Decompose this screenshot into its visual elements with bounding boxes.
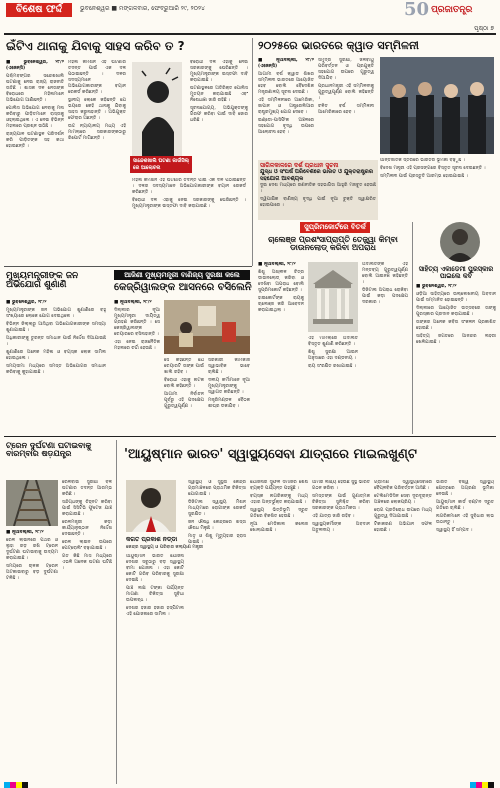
ayushman-p: ଜନ ଔଷଧି କେନ୍ଦ୍ରରେ ଶସ୍ତା ଔଷଧ ମିଳୁଛି । [188,520,246,531]
train-headline: ଟ୍ରେନ ଦୁର୍ଘଟଣା ଘଟାଇବାକୁ ବାରମ୍ବାର ଷଡ଼ଯନ୍ତ୍ର [6,441,92,459]
logo-anniversary-number: 50 [404,0,430,20]
main-p: ସ୍ଥାନୀୟ ଲୋକେ କହିଛନ୍ତି ଯେ ଭୟରେ କେହି ଥାନାକୁ ଯିବାକୁ ସାହସ କରୁନାହାନ୍ତି । ଅଭିଯୁକ୍ତ ଫେରାର ଅଛନ୍ତି । [68,98,126,121]
cm-p: ମୁଖ୍ୟମନ୍ତ୍ରୀଙ୍କ ଜନ ଅଭିଯୋଗ ଶୁଣାଣିରେ ବହୁ ସଂଖ୍ୟାରେ ଲୋକେ ଯୋଗ ଦେଇଥିଲେ । [6,308,106,319]
main-p: ଉଚ୍ଚ ନ୍ୟାୟାଳୟ ମଧ୍ୟ ଏହି ମାମଲାରେ ସରକାରଙ୍କଠାରୁ ରିପୋର୍ଟ ମାଗିଛନ୍ତି । [68,124,126,141]
supreme-p: ଶିଶୁ ସୁରକ୍ଷା ଆଇନ ଅନୁସାରେ ଏହା ଦଣ୍ଡନୀୟ । [308,350,358,361]
right-top-p: ଆନ୍ତର୍ଜାତିକ ସ୍ତରରେ ଭାରତର ଭୂମିକା ବଢ଼ୁଛି । [380,158,465,163]
section-tag: ବିଶେଷ ଫର୍ଦ୍ଦ [6,3,72,17]
quad-p: ଏହି ସମ୍ମିଳନୀରେ ଆମେରିକା, ଜାପାନ ଓ ଅଷ୍ଟ୍ରେଲିଆର ରାଷ୍ଟ୍ରମୁଖ୍ୟ ଯୋଗ ଦେବେ । [258,98,314,115]
quad-p: ପ୍ରଧାନମନ୍ତ୍ରୀ ଏହି ସମ୍ମିଳନୀକୁ ଗୁରୁତ୍ୱପୂର୍ଣ୍ଣ ବୋଲି କହିଛନ୍ତି । [318,84,374,101]
supreme-p: ■ ନୂଆଦିଲ୍ଲୀ, ୨୮/୨ [258,262,296,267]
ayushman-p: ସ୍ୱାସ୍ଥ୍ୟକର୍ମୀଙ୍କ ଅବଦାନ ଅତୁଳନୀୟ । [312,522,370,533]
supreme-headline: ଚାଲେଞ୍ଜ ପ୍ରଶଂସାପ୍ରାପ୍ତି ତେଜ୍ଜ୍ୱା କିମ୍ବା ଡାଉନଲୋଡ୍ କରିବା ଅପରାଧ [268,235,398,253]
ayushman-p: ପାଞ୍ଚ ଲକ୍ଷ ଟଙ୍କା ପର୍ଯ୍ୟନ୍ତ ମାଗଣା ଚିକିତ୍ସା ସୁବିଧା ଉପଲବ୍ଧ । [126,586,184,603]
quad-side-p: ଦୁଇ ଦେଶ ମଧ୍ୟରେ ରଣନୀତିକ ସହଭାଗିତା ଆହୁରି ମଜବୁତ ହେଉଛି । [260,183,376,194]
ayushman-p: ସ୍ୱାସ୍ଥ୍ୟ ହିଁ ସମ୍ପଦ । [436,528,473,533]
ayushman-p: ଯୋଜନାର ସୁଫଳ ସମାଜର ଶେଷ ବ୍ୟକ୍ତି ପର୍ଯ୍ୟନ୍ତ ପହଞ୍ଚୁଛି । [250,480,308,491]
column-divider [252,38,253,266]
quad-p: ଆଗାମୀ ବର୍ଷ କ୍ୱାଡ ଶିଖର ସମ୍ମିଳନୀ ଭାରତରେ ଆୟୋଜିତ ହେବ ବୋଲି ବୈଦେଶିକ ମନ୍ତ୍ରଣାଳୟ ସୂଚନା ଦେଇଛି । [258,72,314,95]
ayushman-p: ସ୍ୱାସ୍ଥ୍ୟ ଭିତ୍ତିଭୂମି ଦ୍ରୁତ ଗତିରେ ବିକଶିତ ହେଉଛି । [250,508,308,519]
main-p: ରାଜ୍ୟପାଳ ଘଟଣାସ୍ଥଳ ପରିଦର୍ଶନ କରି ପୀଡ଼ିତଙ୍କ ସହ କଥା ହୋଇଛନ୍ତି । [6,132,64,149]
right-top-text [380,158,494,218]
main-headline: ଇଁଟିଏ ଥାନାକୁ ଯିବାକୁ ସାହସ କରିବ ତ ? [6,39,185,53]
main-p: ମହିଳା କମିଶନ ଏହି ଘଟଣାର ତଦନ୍ତ ପାଇଁ ଏକ ଦଳ ପଠାଇଛନ୍ତି । ଦଳର ସଦସ୍ୟମାନେ ଅଭିଯୋଗକାରୀଙ୍କ ବୟାନ ରେକର୍ଡ କରିଛନ୍ତି । [132,178,246,195]
kejriwal-col-3 [208,358,250,432]
main-photo [132,62,182,157]
ayushman-p: ଆୟୁଷ୍ମାନ କାର୍ଡ ବଣ୍ଟନ ଦ୍ରୁତ ଗତିରେ ଚାଲିଛି । [436,500,494,511]
main-col-2 [68,60,126,260]
train-photo [6,480,58,526]
ayushman-p: ଟିକାକରଣ ଅଭିଯାନ ସଫଳ ହୋଇଛି । [374,522,432,533]
quad-p: ଚଳିତ ବର୍ଷ ସମ୍ମିଳନୀ ଆମେରିକାରେ ହେବ । [318,104,374,115]
quad-side-subhead: ଯୁଦ୍ଧ ଓ ସଂଘର୍ଷ ପରିବେଶରେ ଭାରତ ଓ ଯୁକ୍ତରାଷ୍ଟ୍ରର ସହଯୋଗ ଆବଶ୍ୟକ [260,169,374,182]
award-text [416,284,496,432]
award-p: ଓଡ଼ିଆ ସାହିତ୍ୟରେ ଉଲ୍ଲେଖନୀୟ ଅବଦାନ ପାଇଁ ସମ୍ମାନିତ ହୋଇଛନ୍ତି । [416,292,496,303]
ayushman-p: ଦେଶର ହଜାର ହଜାର ହସ୍ପିଟାଲ ଏହି ଯୋଜନାରେ ସାମିଲ । [126,606,184,617]
kejriwal-p: ■ ନୂଆଦିଲ୍ଲୀ, ୨୮/୨ [114,300,152,305]
kejriwal-col-1 [114,300,160,432]
author-photo [126,480,176,532]
ayushman-p: ଗ୍ରାମୀଣ ସ୍ୱାସ୍ଥ୍ୟସେବାରେ ବୈପ୍ଳବିକ ପରିବର୍ତ୍ତନ ଆସିଛି । [374,480,432,491]
supreme-col-2 [308,336,358,432]
date-line: ଭୁବନେଶ୍ୱର ■ ମଙ୍ଗଳବାର, ଫେବ୍ରୁଆରି ୨୯, ୨୦୨୪ [80,5,205,12]
train-p: ରେଳ ଲାଇନ ଉପରେ ପେଟ୍ରୋଲିଂ ବଢ଼ାଯାଇଛି । [62,540,112,551]
train-p: ରେଳବାଇ ସୁରକ୍ଷା ବଳ ଘଟଣାର ତଦନ୍ତ ଆରମ୍ଭ କରିଛି । [62,480,112,497]
kejriwal-p: ବିରୋଧୀ ଏହାକୁ ନାଟକ ବୋଲି କହିଛନ୍ତି । [164,378,204,389]
main-col-1 [6,60,64,260]
kejriwal-col-2 [164,358,204,432]
author-title: କେନ୍ଦ୍ର ସ୍ୱାସ୍ଥ୍ୟ ଓ ପରିବାର କଲ୍ୟାଣ ମନ୍ତ୍ରୀ [126,545,204,550]
train-p: ଗତ କିଛି ମାସ ମଧ୍ୟରେ ଏଭଳି ଅନେକ ଘଟଣା ଘଟିଛି । [62,554,112,571]
train-col-2 [62,480,112,780]
ayushman-col-1 [126,554,184,780]
quad-sidebar [258,160,378,220]
ayushman-p: ସ୍ୱାସ୍ଥ୍ୟ ଓ ସୁସ୍ଥତା କେନ୍ଦ୍ର ଗ୍ରାମାଞ୍ଚଳରେ ପ୍ରାଥମିକ ଚିକିତ୍ସା ଯୋଗାଉଛି । [188,480,246,497]
supreme-court-photo [308,262,358,332]
kejriwal-p: ଏହା ନେଇ ରାଜନୈତିକ ମହଲରେ ଚର୍ଚ୍ଚା ହେଉଛି । [114,340,160,351]
header-rule [4,33,496,35]
cm-text [6,300,106,432]
quad-side-p: ଦ୍ୱିପାକ୍ଷିକ ବାଣିଜ୍ୟ ବୃଦ୍ଧି ପାଇଁ ନୂଆ ଚୁକ୍ତି ସ୍ୱାକ୍ଷରିତ ହୋଇପାରେ । [260,197,376,208]
supreme-col-1 [258,262,304,432]
kejriwal-kicker: ଆଜିଣୀ ମୁଖ୍ୟମନ୍ତ୍ରୀ ବାଣିଜ୍ୟ ସୁରକ୍ଷା କଲେ [114,270,250,280]
right-top-p: ବିଦେଶ ମନ୍ତ୍ରୀ ଏହି ପ୍ରସଙ୍ଗରେ ବିସ୍ତୃତ ସୂଚନା ଦେଇଛନ୍ତି । [380,166,486,171]
column-divider [412,222,413,434]
train-p: ରେଳ ଲାଇନରେ ପଥର ଓ ଲୁହା ରଡ଼ ରଖି ଟ୍ରେନ ଦୁର୍ଘଟଣା ଘଟାଇବାକୁ ଉଦ୍ୟମ କରାଯାଇଛି । [6,538,58,561]
right-top-p: ସମ୍ମିଳନୀ ପାଇଁ ପ୍ରସ୍ତୁତି ଆରମ୍ଭ ହୋଇଯାଇଛି । [380,174,468,179]
award-photo [440,222,480,262]
kejriwal-p: ସେ କହିଛନ୍ତି ଯେ ଚେୟାରଟି ତାଙ୍କ ପାଇଁ ଖାଲି ରହିବ । [164,358,204,375]
quad-side-headline: ସାଗିଳକାଳରେ ଦର୍ଶ ପ୍ରଧାନ ସୁଚନା [260,162,339,169]
ayushman-p: ମାତୃ ଓ ଶିଶୁ ମୃତ୍ୟୁହାର ହ୍ରାସ ପାଇଛି । [188,534,246,545]
quad-p: ଇଣ୍ଡୋ-ପାସିଫିକ ଅଞ୍ଚଳରେ ସହଯୋଗ ବୃଦ୍ଧି ଉପରେ ଆଲୋଚନା ହେବ । [258,118,314,135]
main-p: ■ ଭୁବନେଶ୍ୱର, ୨୮/୨ (ଏଜେନ୍ସି) [6,60,64,71]
ayushman-p: ରୋଗ ପ୍ରତିରୋଧ ଉପରେ ମଧ୍ୟ ଗୁରୁତ୍ୱ ଦିଆଯାଉଛି । [374,508,432,519]
award-p: ■ ଭୁବନେଶ୍ୱର, ୨୮/୨ [416,284,457,289]
ayushman-p: ନୂଆ ମେଡିକାଲ କଲେଜ ଖୋଲାଯାଇଛି । [250,522,308,533]
ayushman-col-4 [312,480,370,780]
train-col-1 [6,530,58,780]
print-registration-marks [4,782,28,788]
quad-col-2 [318,58,374,158]
supreme-p: ରାୟ ସଂରକ୍ଷିତ ରଖାଯାଇଛି । [308,364,356,369]
kejriwal-p: ଆଗାମୀ ନିର୍ବାଚନ ପୂର୍ବରୁ ଏହି ପଦକ୍ଷେପ ଗୁରୁତ୍ୱପୂର୍ଣ୍ଣ । [164,392,204,409]
main-photo-caption: ସାନ୍ଦେଶଖାଲି ଘଟଣା କାଉଁସିଲ୍ ରେ ଆଲୋଚନା [130,156,192,173]
kejriwal-p: ଦଳୀୟ କର୍ମୀମାନେ ନୂଆ ମୁଖ୍ୟମନ୍ତ୍ରୀଙ୍କୁ ସ୍ୱାଗତ କରିଛନ୍ତି । [208,378,250,395]
ayushman-p: ଭାରତ ବିଶ୍ୱ ସ୍ୱାସ୍ଥ୍ୟ କ୍ଷେତ୍ରରେ ଅଗ୍ରଣୀ ଭୂମିକା ନେଉଛି । [436,480,494,497]
main-p: ପୋଲିସ ଅଭିଯୋଗ ନେବାକୁ ମନା କରିବାରୁ ପୀଡ଼ିତମାନେ ରାସ୍ତାକୁ ଓହ୍ଲାଇଥିଲେ । ଏ ନେଇ ବିଭିନ୍ନ ମହଲରେ ପ୍ରଶ୍ନ ଉଠିଛି । [6,106,64,129]
ayushman-p: ଟେଲିମେଡିସିନ ସେବା ଦୂରଦୂରାନ୍ତ ଅଞ୍ଚଳରେ ଲୋକପ୍ରିୟ । [374,494,432,505]
author-name: କଗତ ପ୍ରକାଶ ନଡ୍ଡା [126,536,178,543]
ayushman-p: ଡିଜିଟାଲ ସ୍ୱାସ୍ଥ୍ୟ ମିଶନ ମାଧ୍ୟମରେ ରୋଗୀଙ୍କ ରେକର୍ଡ ସୁରକ୍ଷିତ । [188,500,246,517]
ayushman-headline: 'ଆୟୁଷ୍ମାନ ଭାରତ' ସ୍ୱାସ୍ଥ୍ୟସେବା ଯାତ୍ରାରେ ମାଇଲଖୁଣ୍ଟ [124,447,417,462]
supreme-p: ଏହି ମାମଲାରେ ଅଦାଲତ ବିସ୍ତୃତ ଶୁଣାଣି କରିଛନ୍ତି । [308,336,358,347]
ayushman-p: ଆୟୁଷ୍ମାନ ଭାରତ ଯୋଜନା ଦେଶର ସବୁଠାରୁ ବଡ଼ ସ୍ୱାସ୍ଥ୍ୟ ବୀମା ଯୋଜନା । ଏହା କୋଟି କୋଟି ଗରିବ ପରିବାରକୁ ସୁରକ୍ଷା ଦେଇଛି । [126,554,184,583]
ayushman-p: ସମସ୍ତଙ୍କ ପାଇଁ ଗୁଣାତ୍ମକ ଚିକିତ୍ସା ସୁନିଶ୍ଚିତ କରିବା ସରକାରଙ୍କ ପ୍ରାଥମିକତା । [312,494,370,511]
office-scene-photo [164,300,250,354]
supreme-p: ଅଦାଲତଙ୍କ ଏହି ମନ୍ତବ୍ୟ ଗୁରୁତ୍ୱପୂର୍ଣ୍ଣ ବୋଲି ଆଇନଜ୍ଞ କହିଛନ୍ତି । [362,262,408,285]
section-rule [4,266,252,267]
quad-leaders-photo [380,57,494,154]
supreme-p: ହାଇକୋର୍ଟଙ୍କ ରାୟକୁ ଚାଲେଞ୍ଜ କରି ଆବେଦନ କରାଯାଇଥିଲା । [258,296,304,313]
main-p: ବିରୋଧୀ ଦଳ ଏହାକୁ ନେଇ ସରକାରଙ୍କୁ ଘେରିଛନ୍ତି । ମୁଖ୍ୟମନ୍ତ୍ରୀଙ୍କ ଇସ୍ତଫା ଦାବି କରାଯାଇଛି । [132,198,246,209]
woman-portrait-illustration [132,62,182,157]
train-p: ■ ନୂଆଦିଲ୍ଲୀ, ୨୮/୨ [6,530,44,535]
ayushman-col-2 [188,480,246,780]
train-p: ରେଳମନ୍ତ୍ରୀ କଡ଼ା କାର୍ଯ୍ୟାନୁଷ୍ଠାନ ନିର୍ଦ୍ଦେଶ ଦେଇଛନ୍ତି । [62,520,112,537]
award-p: ଦିଲ୍ଲୀରେ ଆୟୋଜିତ ଉତ୍ସବରେ ତାଙ୍କୁ ପୁରସ୍କାର ପ୍ରଦାନ କରାଯାଇଛି । [416,306,496,317]
court-building-illustration [308,262,358,332]
ayushman-p: ନାଗରିକମାନେ ଏହି ସୁବିଧାର ଲାଭ ଉଠାନ୍ତୁ । [436,514,494,525]
quad-col-1 [258,58,314,158]
ayushman-p: ବୟସ୍କ ନାଗରିକଙ୍କୁ ମଧ୍ୟ ଏହାର ଅନ୍ତର୍ଭୁକ୍ତ କରାଯାଇଛି । [250,494,308,505]
main-col-3b [132,178,246,258]
award-p: ସାହିତ୍ୟ ଜଗତରେ ଆନନ୍ଦର ଲହରୀ ଖେଳିଯାଇଛି । [416,334,496,345]
supreme-kicker: ସୁପ୍ରିମକୋର୍ଟରେ ବିତର୍କ [300,222,370,233]
ayushman-col-6 [436,480,494,780]
kejriwal-p: ସରକାରୀ କାମକାଜ ସ୍ୱାଭାବିକ ଭାବେ ଚାଲିଛି । [208,358,250,375]
quad-p: ସମୁଦ୍ର ସୁରକ୍ଷା, ଜଳବାୟୁ ପରିବର୍ତ୍ତନ ଓ ପ୍ରଯୁକ୍ତି ସହଯୋଗ ଉପରେ ଗୁରୁତ୍ୱ ଦିଆଯିବ । [318,58,374,81]
cm-p: ସମୟସୀମା ମଧ୍ୟରେ ସମସ୍ତ ଅଭିଯୋଗର ସମାଧାନ କରିବାକୁ କୁହାଯାଇଛି । [6,364,106,375]
cm-p: ବିଭିନ୍ନ ଜିଲ୍ଲାରୁ ଆସିଥିବା ଅଭିଯୋଗକାରୀଙ୍କ ସମସ୍ୟା ଶୁଣାଯାଇଛି । [6,322,106,333]
quad-headline: ୨୦୨୫ରେ ଭାରତରେ କ୍ୱାଡ ସମ୍ମିଳନୀ [258,39,419,52]
ayushman-col-5 [374,480,432,780]
award-p: ତାଙ୍କର ଅନେକ କବିତା ସଂକଳନ ପ୍ରକାଶିତ ହୋଇଛି । [416,320,496,331]
cm-p: ଅଧିକାରୀଙ୍କୁ ତୁରନ୍ତ ସମାଧାନ ପାଇଁ ନିର୍ଦ୍ଦେଶ ଦିଆଯାଇଛି । [6,336,106,347]
person-portrait [440,222,480,262]
column-divider [116,440,117,784]
logo-name: ପ୍ରଜାତନ୍ତ୍ର [431,5,473,15]
leaders-group-photo [380,57,494,154]
cm-headline: ମୁଖ୍ୟମନ୍ତ୍ରୀଙ୍କ ଜନ ଅଭିଯୋଗ ଶୁଣାଣି [6,271,79,291]
page-number: ପୃଷ୍ଠା ୭ [474,25,494,32]
main-p: ବିରୋଧୀ ଦଳ ଏହାକୁ ନେଇ ସରକାରଙ୍କୁ ଘେରିଛନ୍ତି । ମୁଖ୍ୟମନ୍ତ୍ରୀଙ୍କ ଇସ୍ତଫା ଦାବି କରାଯାଇଛି । [190,60,248,83]
author-portrait [126,480,176,532]
ayushman-col-3 [250,480,308,780]
main-p: ମହିଳା କମିଶନ ଏହି ଘଟଣାର ତଦନ୍ତ ପାଇଁ ଏକ ଦଳ ପଠାଇଛନ୍ତି । ଦଳର ସଦସ୍ୟମାନେ ଅଭିଯୋଗକାରୀଙ୍କ ବୟାନ ରେକର୍ଡ କରିଛନ୍ତି । [68,60,126,95]
kejriwal-headline: କେଜ୍ରିୱାଲଙ୍କ ଆସନରେ ବସିଲେନି [114,282,252,293]
main-p: ସୂଚନାଯୋଗ୍ୟ, ଅଭିଯୁକ୍ତଙ୍କୁ ଗିରଫ କରିବା ପାଇଁ ଦାବି ଜୋର ଧରିଛି । [190,106,248,123]
kejriwal-photo [164,300,250,354]
cm-p: ■ ଭୁବନେଶ୍ୱର, ୨୮/୨ [6,300,47,305]
supreme-p: ଶିଶୁ ଅଶ୍ଳୀଳ ଚିତ୍ର ଡାଉନଲୋଡ୍ କରିବା ଓ ଦେଖିବା ଅପରାଧ ବୋଲି ସୁପ୍ରିମକୋର୍ଟ କହିଛନ୍ତି । [258,270,304,293]
award-headline: ସାହିତ୍ୟ ଏକାଡେମୀ ପୁରସ୍କାର ପାଇଲେ କବି [418,265,494,280]
newspaper-logo [404,1,472,19]
supreme-col-3 [362,262,408,432]
quad-p: ■ ନୂଆଦିଲ୍ଲୀ, ୨୮/୨ (ଏଜେନ୍ସି) [258,58,314,69]
train-p: ସନ୍ଦିଗ୍ଧଙ୍କୁ ଚିହ୍ନଟ କରିବା ପାଇଁ ସିସିଟିଭି ଫୁଟେଜ ଯାଞ୍ଚ କରାଯାଉଛି । [62,500,112,517]
cm-p: ଶୁଣାଣିରେ ଅନେକ ମହିଳା ଓ ବୟସ୍କ ଲୋକ ସାମିଲ ହୋଇଥିଲେ । [6,350,106,361]
section-rule [4,436,496,437]
ayushman-p: ଆମର ଲକ୍ଷ୍ୟ ହେଉଛି ସୁସ୍ଥ ଭାରତ ଗଠନ କରିବା । [312,480,370,491]
main-p: ପଶ୍ଚିମବଙ୍ଗର ସନ୍ଦେଶଖାଲି ଘଟଣାକୁ ନେଇ ରାଜ୍ୟ ରାଜନୀତି ତାତିଛି । ଶାସକ ଦଳ ନେତାଙ୍କ ବିରୋଧରେ ମହିଳାମାନେ ଅଭିଯୋଗ ଆଣିଛନ୍ତି । [6,74,64,103]
kejriwal-p: ମନ୍ତ୍ରିମଣ୍ଡଳ ବୈଠକ ଶୀଘ୍ର ଡକାଯିବ । [208,398,250,409]
supreme-p: ଡିଜିଟାଲ ଅପରାଧ ରୋକିବା ପାଇଁ କଡ଼ା ପଦକ୍ଷେପ ଦରକାର । [362,288,408,305]
ayushman-p: ଏହି ଯାତ୍ରା ଜାରି ରହିବ । [312,514,355,519]
print-registration-marks [470,782,494,788]
kejriwal-p: ଦିଲ୍ଲୀର ନୂଆ ମୁଖ୍ୟମନ୍ତ୍ରୀ ଦାୟିତ୍ୱ ଗ୍ରହଣ କରିଛନ୍ତି । ସେ କେଜ୍ରିୱାଲଙ୍କ ଚେୟାରରେ ବସିନାହାନ୍ତି । [114,308,160,337]
main-p: ଘଟଣାସ୍ଥଳରେ ଅତିରିକ୍ତ ପୋଲିସ ମୁତୟନ କରାଯାଇଛି ଏବଂ ନିଷେଧାଜ୍ଞା ଜାରି ରହିଛି । [190,86,248,103]
train-p: ସମୟରେ ଚାଳକ ଟ୍ରେନ ଅଟକାଇବାରୁ ବଡ଼ ଦୁର୍ଘଟଣା ଟଳିଛି । [6,564,58,581]
railway-track-photo [6,480,58,526]
